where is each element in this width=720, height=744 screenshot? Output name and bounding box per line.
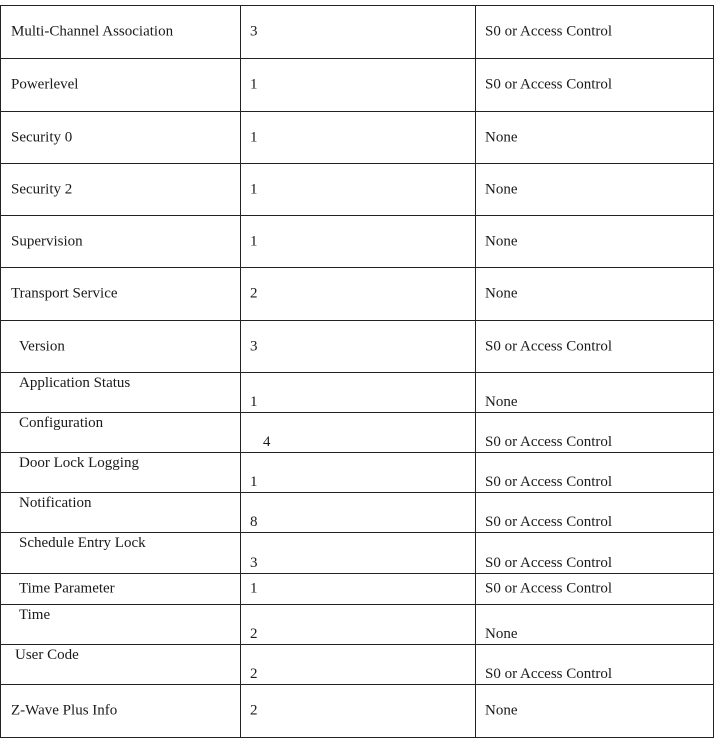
version-value: 3 xyxy=(250,23,258,40)
table-row xyxy=(1,59,714,112)
security-value: None xyxy=(485,181,518,197)
table-row xyxy=(1,605,714,645)
command-class-cell xyxy=(1,6,241,58)
security-value: S0 or Access Control xyxy=(485,580,613,597)
version-cell xyxy=(241,453,476,492)
command-class-cell xyxy=(1,533,241,573)
table-row xyxy=(1,453,714,493)
command-class-name: Multi-Channel Association xyxy=(11,23,174,40)
version-cell xyxy=(241,373,476,412)
security-cell xyxy=(476,685,714,737)
security-value: S0 or Access Control xyxy=(485,434,613,450)
command-class-cell xyxy=(1,59,241,111)
security-value: S0 or Access Control xyxy=(485,338,613,354)
command-class-cell xyxy=(1,413,241,452)
security-value: None xyxy=(485,129,518,145)
version-cell xyxy=(241,493,476,532)
version-cell xyxy=(241,216,476,267)
version-value: 2 xyxy=(250,666,258,682)
version-cell xyxy=(241,685,476,737)
version-cell xyxy=(241,268,476,320)
version-value: 4 xyxy=(263,434,271,450)
command-class-table xyxy=(0,5,714,738)
security-cell xyxy=(476,373,714,412)
version-cell xyxy=(241,6,476,58)
table-row xyxy=(1,321,714,373)
version-cell xyxy=(241,605,476,644)
security-value: S0 or Access Control xyxy=(485,514,613,530)
security-cell xyxy=(476,6,714,58)
security-cell xyxy=(476,164,714,215)
security-cell xyxy=(476,112,714,163)
command-class-cell xyxy=(1,605,241,644)
security-cell xyxy=(476,268,714,320)
command-class-name: Version xyxy=(19,338,65,354)
table-row xyxy=(1,493,714,533)
command-class-name: User Code xyxy=(15,647,79,663)
command-class-cell xyxy=(1,493,241,532)
table-row xyxy=(1,216,714,268)
table-row xyxy=(1,112,714,164)
table-row xyxy=(1,574,714,605)
security-cell xyxy=(476,533,714,573)
table-row xyxy=(1,373,714,413)
security-value: None xyxy=(485,626,518,642)
security-cell xyxy=(476,453,714,492)
security-value: S0 or Access Control xyxy=(485,76,613,93)
security-cell xyxy=(476,645,714,684)
security-cell xyxy=(476,216,714,267)
table-row xyxy=(1,413,714,453)
command-class-cell xyxy=(1,574,241,604)
command-class-cell xyxy=(1,321,241,372)
security-value: None xyxy=(485,394,518,410)
security-value: None xyxy=(485,233,518,249)
version-value: 2 xyxy=(250,626,258,642)
command-class-name: Configuration xyxy=(19,415,104,431)
command-class-name: Powerlevel xyxy=(11,76,79,93)
security-value: S0 or Access Control xyxy=(485,474,613,490)
security-value: S0 or Access Control xyxy=(485,666,613,682)
command-class-name: Notification xyxy=(19,495,92,511)
command-class-cell xyxy=(1,685,241,737)
version-cell xyxy=(241,164,476,215)
security-cell xyxy=(476,605,714,644)
table-row xyxy=(1,6,714,59)
version-value: 1 xyxy=(250,580,258,597)
security-value: None xyxy=(485,285,518,302)
command-class-cell xyxy=(1,268,241,320)
security-value: None xyxy=(485,702,518,719)
command-class-name: Transport Service xyxy=(11,285,118,302)
version-value: 1 xyxy=(250,76,258,93)
version-value: 2 xyxy=(250,702,258,719)
version-value: 1 xyxy=(250,474,258,490)
command-class-name: Door Lock Logging xyxy=(19,455,139,471)
command-class-name: Supervision xyxy=(11,233,83,249)
security-cell xyxy=(476,321,714,372)
version-value: 1 xyxy=(250,129,258,145)
command-class-cell xyxy=(1,216,241,267)
security-value: S0 or Access Control xyxy=(485,555,613,571)
command-class-name: Time Parameter xyxy=(19,580,115,597)
version-value: 1 xyxy=(250,394,258,410)
version-cell xyxy=(241,413,476,452)
version-cell xyxy=(241,574,476,604)
command-class-name: Time xyxy=(19,607,51,623)
version-cell xyxy=(241,533,476,573)
table-row xyxy=(1,164,714,216)
version-cell xyxy=(241,112,476,163)
security-cell xyxy=(476,413,714,452)
version-value: 3 xyxy=(250,338,258,354)
command-class-cell xyxy=(1,453,241,492)
version-value: 8 xyxy=(250,514,258,530)
table-row xyxy=(1,685,714,738)
command-class-cell xyxy=(1,112,241,163)
version-value: 3 xyxy=(250,555,258,571)
command-class-name: Security 2 xyxy=(11,181,73,197)
command-class-cell xyxy=(1,373,241,412)
command-class-name: Application Status xyxy=(19,375,131,391)
security-cell xyxy=(476,493,714,532)
security-cell xyxy=(476,59,714,111)
table-row xyxy=(1,533,714,574)
version-cell xyxy=(241,321,476,372)
table-row xyxy=(1,645,714,685)
command-class-name: Z-Wave Plus Info xyxy=(11,702,118,719)
command-class-cell xyxy=(1,164,241,215)
version-value: 1 xyxy=(250,233,258,249)
version-value: 1 xyxy=(250,181,258,197)
command-class-name: Security 0 xyxy=(11,129,73,145)
security-cell xyxy=(476,574,714,604)
version-cell xyxy=(241,645,476,684)
version-cell xyxy=(241,59,476,111)
table-row xyxy=(1,268,714,321)
command-class-cell xyxy=(1,645,241,684)
security-value: S0 or Access Control xyxy=(485,23,613,40)
version-value: 2 xyxy=(250,285,258,302)
command-class-name: Schedule Entry Lock xyxy=(19,535,146,551)
